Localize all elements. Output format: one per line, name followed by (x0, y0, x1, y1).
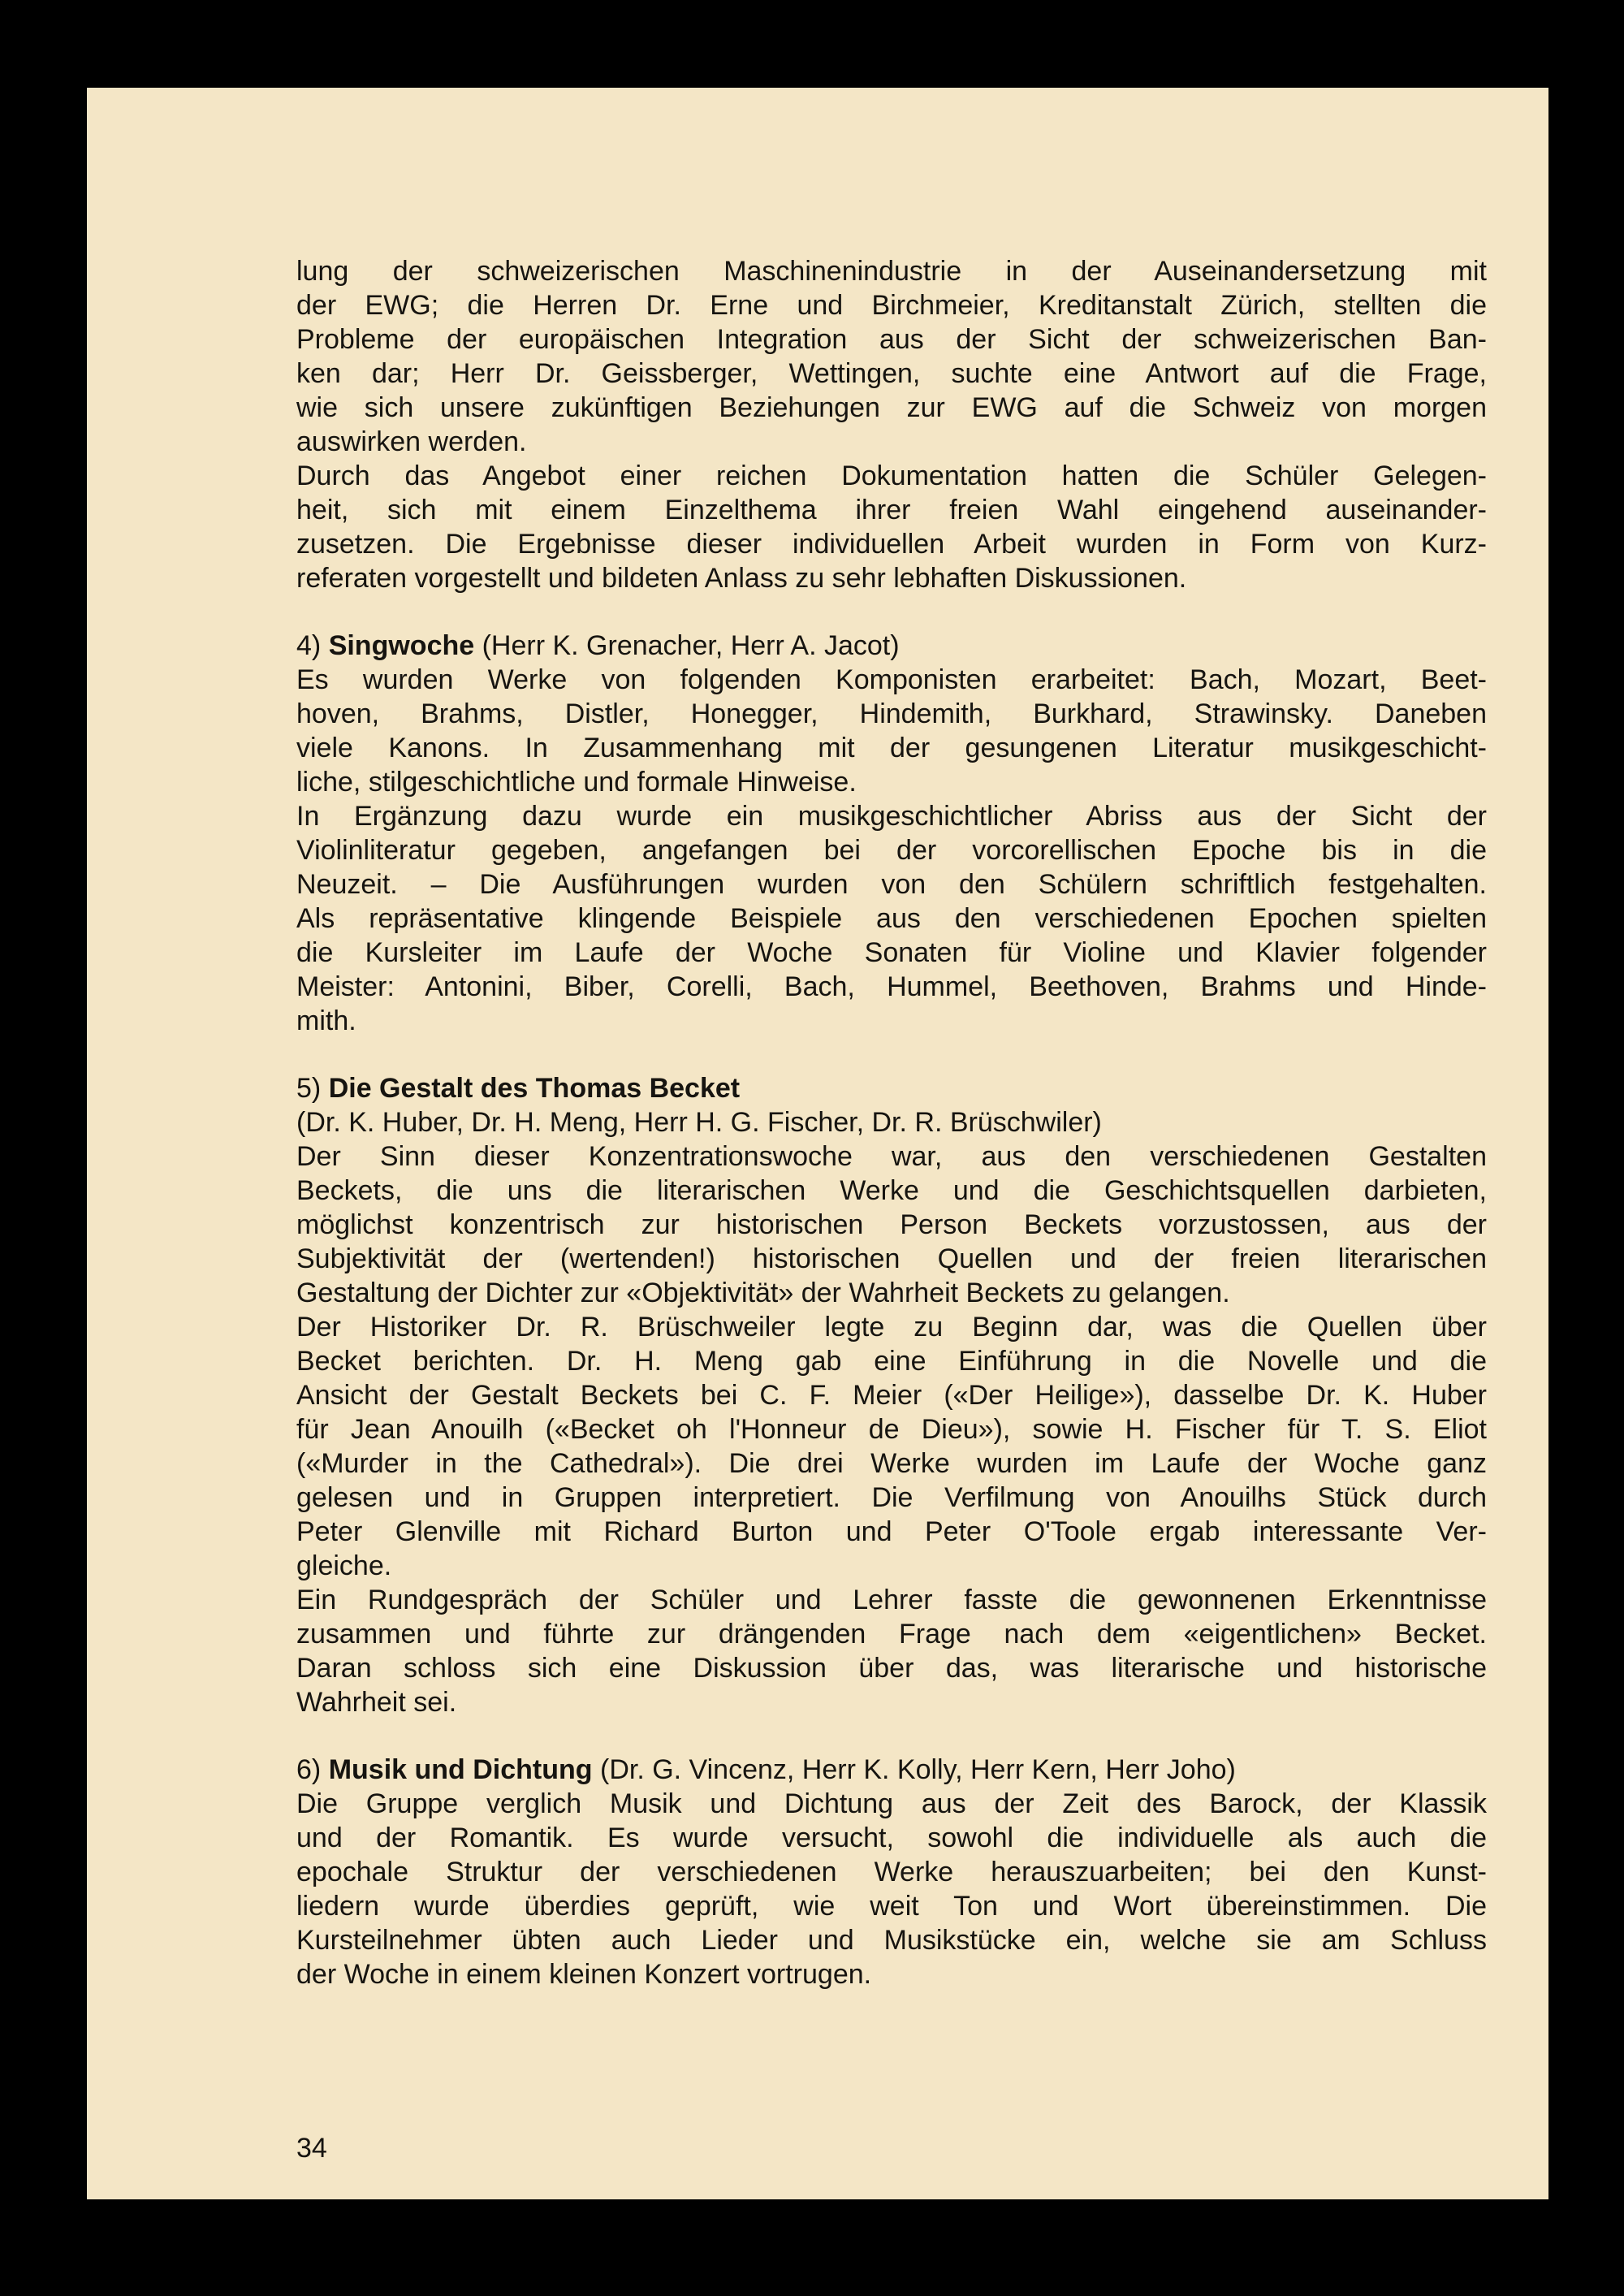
text-line: Daran schloss sich eine Diskussion über das, was literarische und historische (296, 1653, 1487, 1684)
text-line: auswirken werden. (296, 426, 527, 457)
paragraph (296, 459, 1487, 595)
section-spacer (296, 1038, 1487, 1071)
text-line: für Jean Anouilh («Becket oh l'Honneur de Dieu»), sowie H. Fischer für T. S. Eliot (296, 1414, 1487, 1445)
text-line: liedern wurde überdies geprüft, wie weit Ton und Wort übereinstimmen. Die (296, 1891, 1487, 1922)
paragraph (296, 1310, 1487, 1583)
text-line: Der Historiker Dr. R. Brüschweiler legte zu Beginn dar, was die Quellen über (296, 1312, 1487, 1343)
text-line: möglichst konzentrisch zur historischen Person Beckets vorzustossen, aus der (296, 1209, 1487, 1240)
text-line: und der Romantik. Es wurde versucht, sowohl die individuelle als auch die (296, 1823, 1487, 1853)
page-body (296, 254, 1487, 1991)
text-line: ken dar; Herr Dr. Geissberger, Wettingen, suchte eine Antwort auf die Frage, (296, 358, 1487, 389)
text-line: Wahrheit sei. (296, 1687, 457, 1718)
text-line: Ansicht der Gestalt Beckets bei C. F. Meier («Der Heilige»), dasselbe Dr. K. Huber (296, 1380, 1487, 1411)
text-line: liche, stilgeschichtliche und formale Hinweise. (296, 767, 857, 798)
text-line: hoven, Brahms, Distler, Honegger, Hindemith, Burkhard, Strawinsky. Daneben (296, 698, 1487, 729)
section-title: Die Gestalt des Thomas Becket (328, 1073, 741, 1104)
text-line: wie sich unsere zukünftigen Beziehungen zur EWG auf die Schweiz von morgen (296, 392, 1487, 423)
text-line: heit, sich mit einem Einzelthema ihrer freien Wahl eingehend auseinander- (296, 495, 1487, 525)
text-line: der Woche in einem kleinen Konzert vortrugen. (296, 1959, 872, 1990)
section-number: 5) (296, 1073, 322, 1104)
paragraph (296, 1139, 1487, 1310)
text-line: Peter Glenville mit Richard Burton und Peter O'Toole ergab interessante Ver- (296, 1516, 1487, 1547)
text-line: gelesen und in Gruppen interpretiert. Die Verfilmung von Anouilhs Stück durch (296, 1482, 1487, 1513)
section-spacer (296, 1719, 1487, 1753)
paragraph (296, 1583, 1487, 1719)
text-line: Ein Rundgespräch der Schüler und Lehrer fasste die gewonnenen Erkenntnisse (296, 1585, 1487, 1615)
text-line: die Kursleiter im Laufe der Woche Sonaten für Violine und Klavier folgender (296, 937, 1487, 968)
text-line: Beckets, die uns die literarischen Werke und die Geschichtsquellen darbieten, (296, 1175, 1487, 1206)
text-line: Gestaltung der Dichter zur «Objektivität» der Wahrheit Beckets zu gelangen. (296, 1278, 1230, 1308)
text-line: Probleme der europäischen Integration aus der Sicht der schweizerischen Ban- (296, 324, 1487, 355)
text-line: Die Gruppe verglich Musik und Dichtung aus der Zeit des Barock, der Klassik (296, 1788, 1487, 1819)
text-line: lung der schweizerischen Maschinenindustrie in der Auseinandersetzung mit (296, 256, 1487, 287)
paragraph (296, 799, 1487, 1038)
text-line: zusammen und führte zur drängenden Frage nach dem «eigentlichen» Becket. (296, 1619, 1487, 1650)
text-line: Becket berichten. Dr. H. Meng gab eine Einführung in die Novelle und die (296, 1346, 1487, 1377)
text-line: Violinliteratur gegeben, angefangen bei der vorcorellischen Epoche bis in die (296, 835, 1487, 866)
section-contributors: (Dr. G. Vincenz, Herr K. Kolly, Herr Kern, Herr Joho) (600, 1754, 1236, 1785)
section-spacer (296, 595, 1487, 629)
section-heading (296, 629, 1487, 663)
paragraph (296, 1105, 1487, 1139)
section-number: 4) (296, 630, 322, 661)
paragraph (296, 254, 1487, 459)
section-heading (296, 1753, 1487, 1787)
text-line: Durch das Angebot einer reichen Dokumentation hatten die Schüler Gelegen- (296, 460, 1487, 491)
text-line: zusetzen. Die Ergebnisse dieser individuellen Arbeit wurden in Form von Kurz- (296, 529, 1487, 560)
text-line: Meister: Antonini, Biber, Corelli, Bach, Hummel, Beethoven, Brahms und Hinde- (296, 971, 1487, 1002)
text-line: Neuzeit. – Die Ausführungen wurden von den Schülern schriftlich festgehalten. (296, 869, 1487, 900)
text-line: (Dr. K. Huber, Dr. H. Meng, Herr H. G. Fischer, Dr. R. Brüschwiler) (296, 1107, 1102, 1138)
paragraph (296, 1787, 1487, 1991)
page-number: 34 (296, 2133, 327, 2164)
text-line: viele Kanons. In Zusammenhang mit der gesungenen Literatur musikgeschicht- (296, 733, 1487, 763)
text-line: epochale Struktur der verschiedenen Werke herauszuarbeiten; bei den Kunst- (296, 1857, 1487, 1887)
document-page (87, 88, 1548, 2199)
text-line: mith. (296, 1005, 356, 1036)
text-line: Subjektivität der (wertenden!) historischen Quellen und der freien literarischen (296, 1243, 1487, 1274)
section-title: Singwoche (328, 630, 475, 661)
section-title: Musik und Dichtung (328, 1754, 593, 1785)
text-line: Kursteilnehmer übten auch Lieder und Musikstücke ein, welche sie am Schluss (296, 1925, 1487, 1956)
paragraph (296, 663, 1487, 799)
text-line: gleiche. (296, 1550, 392, 1581)
section-number: 6) (296, 1754, 322, 1785)
text-line: Der Sinn dieser Konzentrationswoche war, aus den verschiedenen Gestalten (296, 1141, 1487, 1172)
section-heading (296, 1071, 1487, 1105)
text-line: («Murder in the Cathedral»). Die drei Werke wurden im Laufe der Woche ganz (296, 1448, 1487, 1479)
text-line: referaten vorgestellt und bildeten Anlass zu sehr lebhaften Diskussionen. (296, 563, 1187, 594)
section-contributors: (Herr K. Grenacher, Herr A. Jacot) (482, 630, 900, 661)
text-line: der EWG; die Herren Dr. Erne und Birchmeier, Kreditanstalt Zürich, stellten die (296, 290, 1487, 321)
text-line: In Ergänzung dazu wurde ein musikgeschichtlicher Abriss aus der Sicht der (296, 801, 1487, 832)
text-line: Als repräsentative klingende Beispiele aus den verschiedenen Epochen spielten (296, 903, 1487, 934)
text-line: Es wurden Werke von folgenden Komponisten erarbeitet: Bach, Mozart, Beet- (296, 664, 1487, 695)
